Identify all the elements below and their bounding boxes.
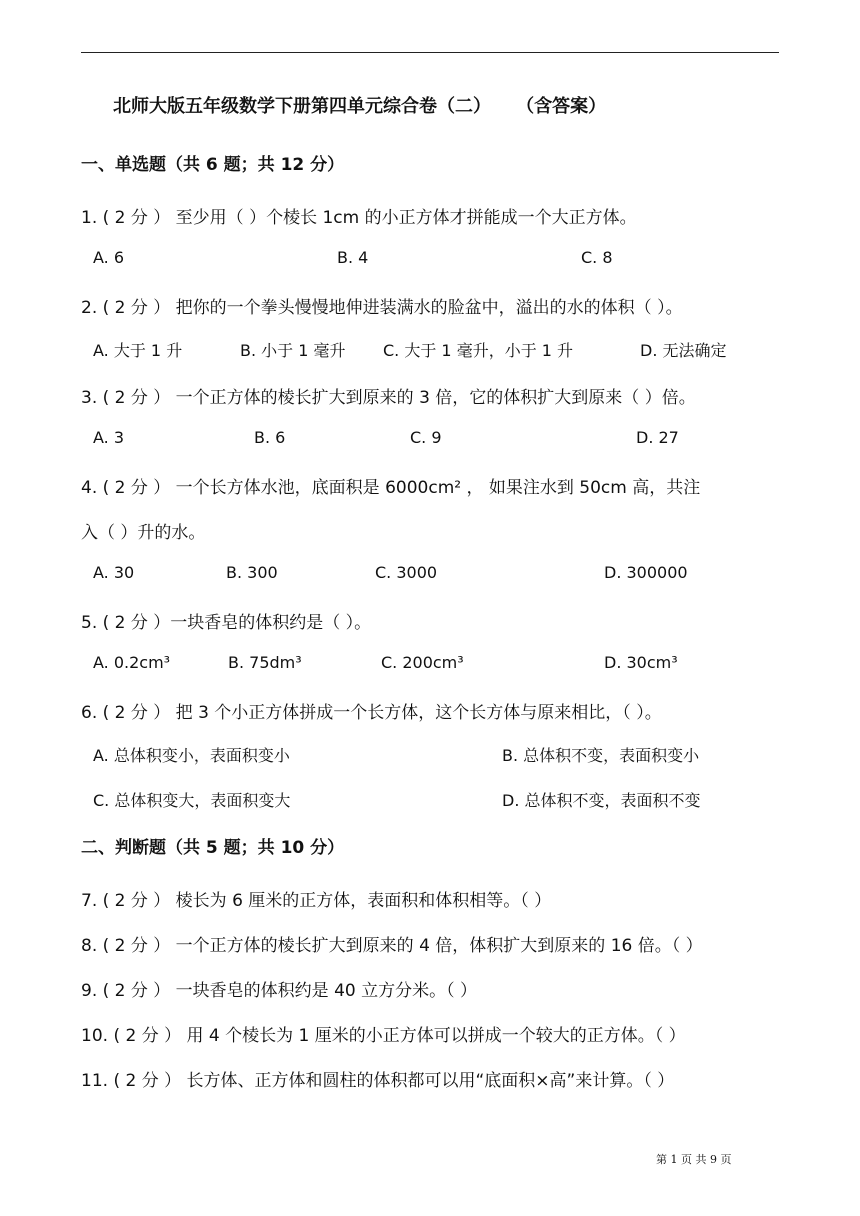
question-4: 4. ( 2 分 ） 一个长方体水池，底面积是 6000cm² ， 如果注水到 50cm 高，共注 xyxy=(81,478,701,498)
q3-option-a: A. 3 xyxy=(93,428,125,447)
question-1: 1. ( 2 分 ） 至少用（ ）个棱长 1cm 的小正方体才拼能成一个大正方体。 xyxy=(81,208,637,228)
page-number-footer: 第 1 页 共 9 页 xyxy=(656,1153,732,1166)
q3-option-b: B. 6 xyxy=(254,428,286,447)
header-rule xyxy=(81,52,779,53)
q4-option-c: C. 3000 xyxy=(375,563,438,582)
section-heading-true-false: 二、判断题（共 5 题；共 10 分） xyxy=(81,838,345,858)
q2-option-d: D. 无法确定 xyxy=(640,341,727,360)
question-8: 8. ( 2 分 ） 一个正方体的棱长扩大到原来的 4 倍，体积扩大到原来的 16 倍。（ ） xyxy=(81,936,703,956)
question-7: 7. ( 2 分 ） 棱长为 6 厘米的正方体，表面积和体积相等。（ ） xyxy=(81,891,552,911)
question-11: 11. ( 2 分 ） 长方体、正方体和圆柱的体积都可以用“底面积×高”来计算。（ ） xyxy=(81,1071,675,1091)
q2-option-c: C. 大于 1 毫升，小于 1 升 xyxy=(383,341,574,360)
q5-option-c: C. 200cm³ xyxy=(381,653,464,672)
question-2: 2. ( 2 分 ） 把你的一个拳头慢慢地伸进装满水的脸盆中，溢出的水的体积（ ）。 xyxy=(81,298,683,318)
q5-option-d: D. 30cm³ xyxy=(604,653,678,672)
question-9: 9. ( 2 分 ） 一块香皂的体积约是 40 立方分米。（ ） xyxy=(81,981,478,1001)
question-3: 3. ( 2 分 ） 一个正方体的棱长扩大到原来的 3 倍，它的体积扩大到原来（ ）倍。 xyxy=(81,388,696,408)
q6-option-d: D. 总体积不变，表面积不变 xyxy=(502,791,701,810)
q2-option-a: A. 大于 1 升 xyxy=(93,341,183,360)
q3-option-d: D. 27 xyxy=(636,428,679,447)
q4-option-d: D. 300000 xyxy=(604,563,688,582)
section-heading-single-choice: 一、单选题（共 6 题；共 12 分） xyxy=(81,155,345,175)
question-10: 10. ( 2 分 ） 用 4 个棱长为 1 厘米的小正方体可以拼成一个较大的正方体。（ ） xyxy=(81,1026,686,1046)
q4-option-b: B. 300 xyxy=(226,563,278,582)
q6-option-b: B. 总体积不变，表面积变小 xyxy=(502,746,700,765)
q5-option-b: B. 75dm³ xyxy=(228,653,302,672)
q2-option-b: B. 小于 1 毫升 xyxy=(240,341,346,360)
q1-option-a: A. 6 xyxy=(93,248,125,267)
q1-option-c: C. 8 xyxy=(581,248,613,267)
q6-option-c: C. 总体积变大，表面积变大 xyxy=(93,791,291,810)
question-6: 6. ( 2 分 ） 把 3 个小正方体拼成一个长方体，这个长方体与原来相比，（ ）。 xyxy=(81,703,662,723)
q3-option-c: C. 9 xyxy=(410,428,442,447)
q1-option-b: B. 4 xyxy=(337,248,369,267)
q5-option-a: A. 0.2cm³ xyxy=(93,653,171,672)
question-5: 5. ( 2 分 ）一块香皂的体积约是（ ）。 xyxy=(81,613,372,633)
q4-option-a: A. 30 xyxy=(93,563,135,582)
document-title: 北师大版五年级数学下册第四单元综合卷（二） （含答案） xyxy=(113,96,607,117)
question-4-continued: 入（ ）升的水。 xyxy=(81,523,206,543)
q6-option-a: A. 总体积变小，表面积变小 xyxy=(93,746,290,765)
